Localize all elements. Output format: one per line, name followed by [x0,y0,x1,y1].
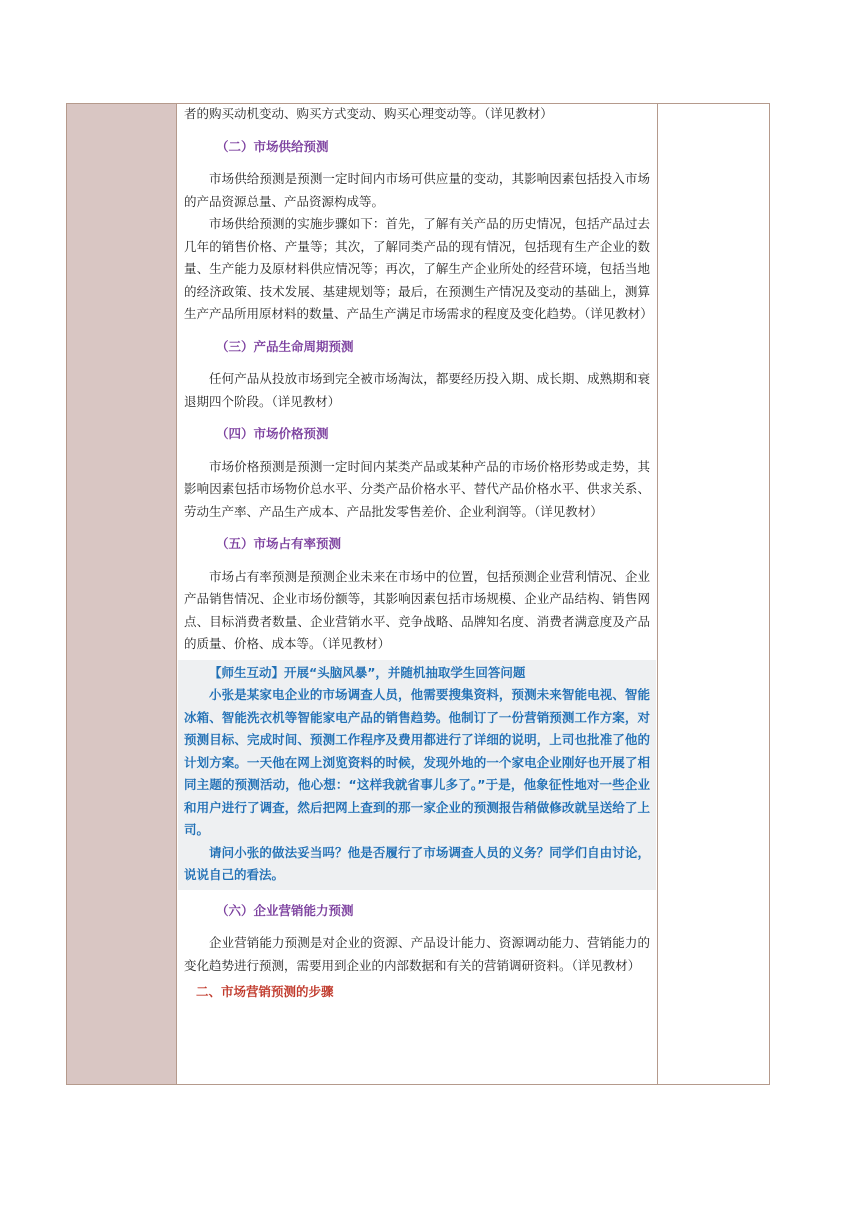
interaction-case: 小张是某家电企业的市场调查人员，他需要搜集资料，预测未来智能电视、智能冰箱、智能洗衣机等智能家电产品的销售趋势。他制订了一份营销预测工作方案，对预测目标、完成时间、预测工作程序及费用都进行了详细的说明，上司也批准了他的计划方案。一天他在网上浏览资料的时候，发现外地的一个家电企业刚好也开展了相同主题的预测活动，他心想：“这样我就省事儿多了。”于是，他象征性地对一些企业和用户进行了调查，然后把网上查到的那一家企业的预测报告稍做修改就呈送给了上司。 [184,687,650,837]
paragraph-capability: 企业营销能力预测是对企业的资源、产品设计能力、资源调动能力、营销能力的变化趋势进行预测，需要用到企业的内部数据和有关的营销调研资料。（详见教材） [184,935,650,973]
content-column [184,103,653,1004]
paragraph-price: 市场价格预测是预测一定时间内某类产品或某种产品的市场价格形势或走势，其影响因素包括市场物价总水平、分类产品价格水平、替代产品价格水平、供求关系、劳动生产率、产品生产成本、产品批发零售差价、企业利润等。（详见教材） [184,458,650,519]
paragraph-share: 市场占有率预测是预测企业未来在市场中的位置，包括预测企业营利情况、企业产品销售情况、企业市场份额等，其影响因素包括市场规模、企业产品结构、销售网点、目标消费者数量、企业营销水平、竞争战略、品牌知名度、消费者满意度及产品的质量、价格、成本等。（详见教材） [184,568,650,651]
heading-market-price: （四）市场价格预测 [216,426,329,441]
interaction-title: 【师生互动】开展“头脑风暴”，并随机抽取学生回答问题 [209,664,526,680]
interaction-question: 请问小张的做法妥当吗？他是否履行了市场调查人员的义务？同学们自由讨论，说说自己的看法。 [184,844,650,882]
interaction-box [178,660,656,890]
heading-marketing-capability: （六）企业营销能力预测 [216,902,354,918]
paragraph-lifecycle: 任何产品从投放市场到完全被市场淘汰，都要经历投入期、成长期、成熟期和衰退期四个阶段。（详见教材） [184,371,650,409]
paragraph-intro-tail: 者的购买动机变动、购买方式变动、购买心理变动等。（详见教材） [184,106,553,121]
heading-market-supply: （二）市场供给预测 [216,138,329,154]
heading-market-share: （五）市场占有率预测 [216,536,342,551]
section-heading-steps: 二、市场营销预测的步骤 [196,984,334,999]
heading-product-lifecycle: （三）产品生命周期预测 [216,338,354,354]
left-column [67,104,177,1084]
right-column [657,104,769,1084]
paragraph-supply-definition: 市场供给预测是预测一定时间内市场可供应量的变动，其影响因素包括投入市场的产品资源总量、产品资源构成等。 [184,171,650,209]
paragraph-supply-steps: 市场供给预测的实施步骤如下：首先，了解有关产品的历史情况，包括产品过去几年的销售价格、产量等；其次，了解同类产品的现有情况，包括现有生产企业的数量、生产能力及原材料供应情况等；再次，了解生产企业所处的经营环境，包括当地的经济政策、技术发展、基建规划等；最后，在预测生产情况及变动的基础上，测算生产产品所用原材料的数量、产品生产满足市场需求的程度及变化趋势。（详见教材） [184,216,653,321]
